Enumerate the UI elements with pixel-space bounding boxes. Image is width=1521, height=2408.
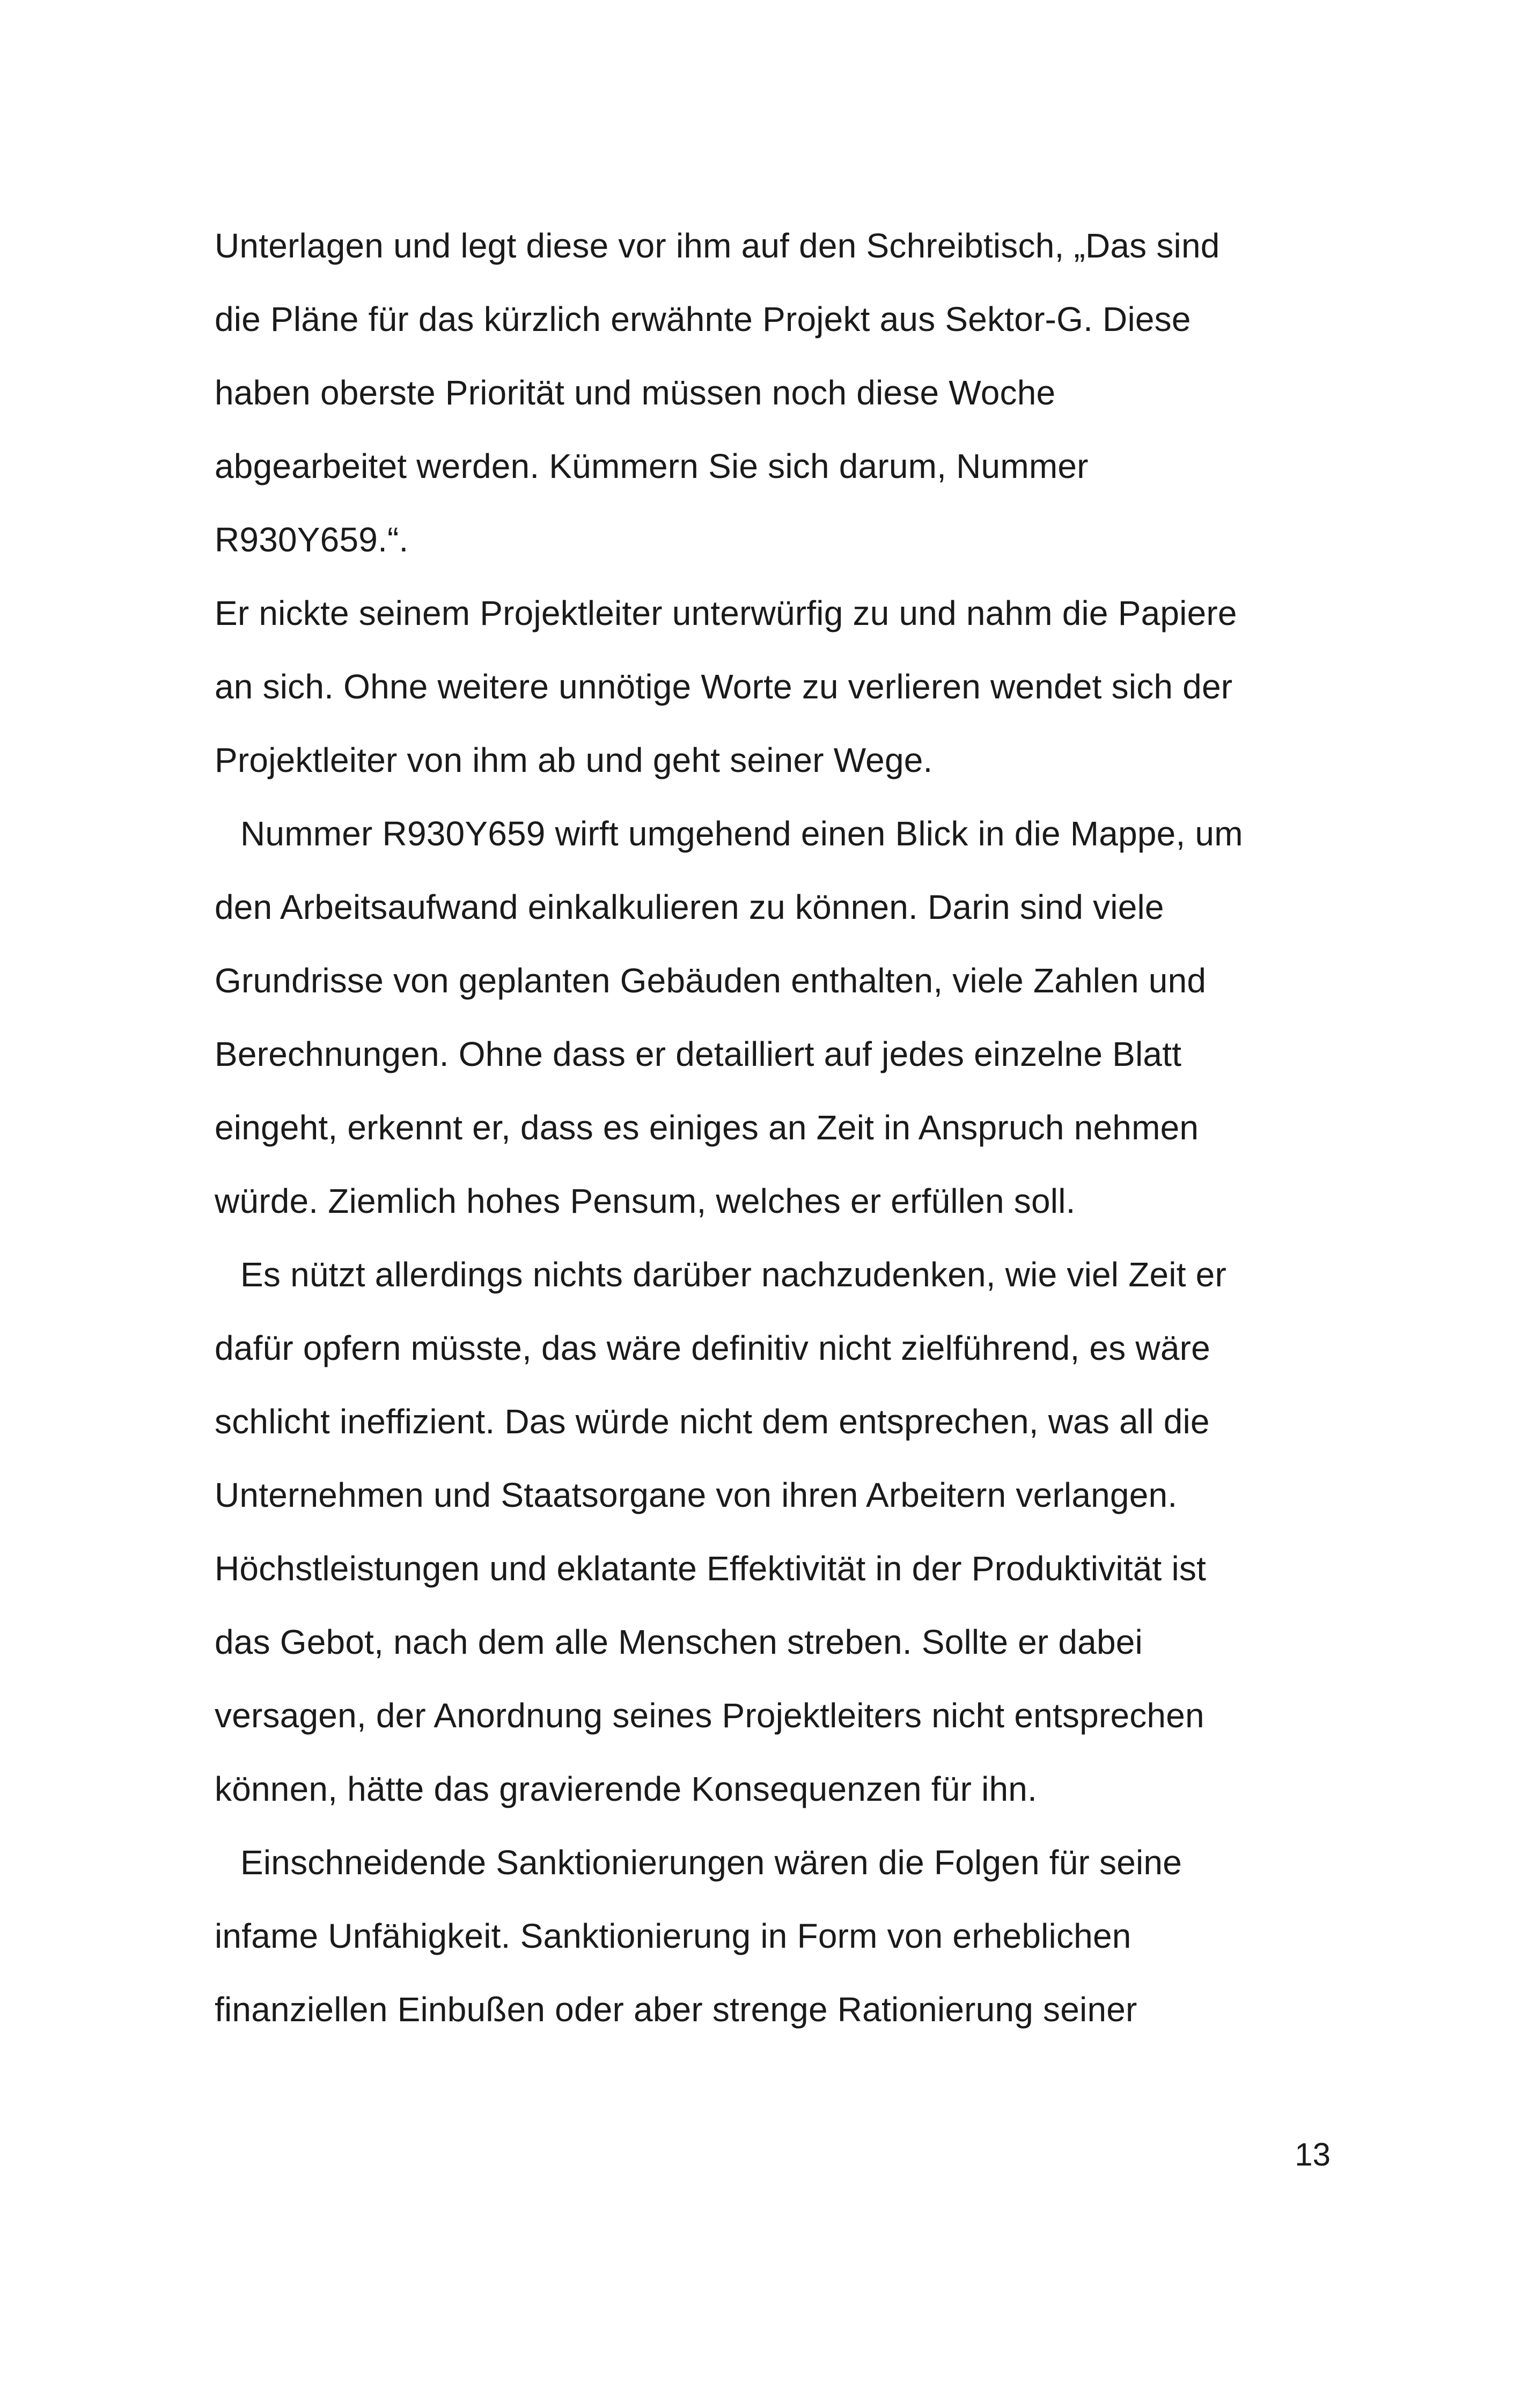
text-line: infame Unfähigkeit. Sanktionierung in Form von erheblichen [215,1917,1131,1955]
text-line: die Pläne für das kürzlich erwähnte Projekt aus Sektor-G. Diese [215,300,1191,338]
text-line: eingeht, erkennt er, dass es einiges an Zeit in Anspruch nehmen [215,1108,1199,1147]
paragraph-first-line: Einschneidende Sanktionierungen wären die Folgen für seine [240,1843,1182,1882]
paragraph-first-line: Es nützt allerdings nichts darüber nachzudenken, wie viel Zeit er [240,1255,1226,1294]
text-line: das Gebot, nach dem alle Menschen streben. Sollte er dabei [215,1623,1143,1661]
text-line: haben oberste Priorität und müssen noch diese Woche [215,373,1056,412]
text-line: Er nickte seinem Projektleiter unterwürfig zu und nahm die Papiere [215,594,1237,632]
text-line: Unternehmen und Staatsorgane von ihren Arbeitern verlangen. [215,1476,1178,1514]
text-line: schlicht ineffizient. Das würde nicht dem entsprechen, was all die [215,1402,1210,1441]
paragraph-first-line: Nummer R930Y659 wirft umgehend einen Blick in die Mappe, um [240,814,1243,853]
text-line: den Arbeitsaufwand einkalkulieren zu können. Darin sind viele [215,888,1164,926]
text-line: R930Y659.“. [215,520,409,559]
text-line: Berechnungen. Ohne dass er detailliert auf jedes einzelne Blatt [215,1035,1182,1073]
text-line: Höchstleistungen und eklatante Effektivität in der Produktivität ist [215,1549,1207,1588]
text-line: finanziellen Einbußen oder aber strenge Rationierung seiner [215,1990,1137,2029]
text-line: dafür opfern müsste, das wäre definitiv nicht zielführend, es wäre [215,1329,1210,1367]
text-line: können, hätte das gravierende Konsequenzen für ihn. [215,1770,1038,1808]
page-number: 13 [1295,2137,1331,2173]
body-text [215,209,1331,2046]
text-line: versagen, der Anordnung seines Projektleiters nicht entsprechen [215,1696,1204,1735]
text-line: abgearbeitet werden. Kümmern Sie sich darum, Nummer [215,447,1089,485]
text-line: Unterlagen und legt diese vor ihm auf den Schreibtisch, „Das sind [215,226,1220,265]
text-line: Projektleiter von ihm ab und geht seiner Wege. [215,741,933,779]
text-line: würde. Ziemlich hohes Pensum, welches er erfüllen soll. [215,1182,1076,1220]
text-line: an sich. Ohne weitere unnötige Worte zu verlieren wendet sich der [215,667,1233,706]
text-line: Grundrisse von geplanten Gebäuden enthalten, viele Zahlen und [215,961,1207,1000]
